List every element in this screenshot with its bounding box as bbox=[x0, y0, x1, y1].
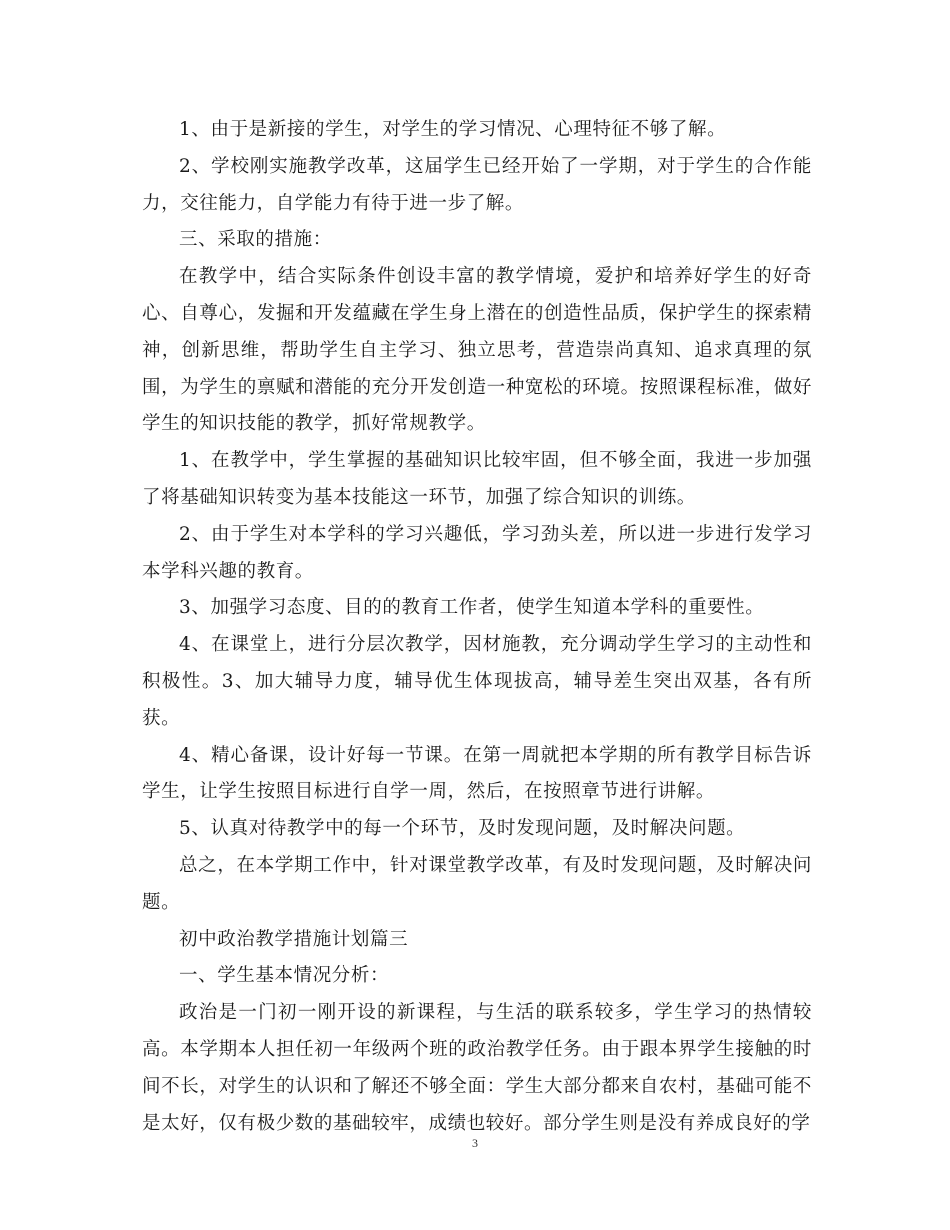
paragraph-student-analysis: 政治是一门初一刚开设的新课程，与生活的联系较多，学生学习的热情较高。本学期本人担任初一年级两个班的政治教学任务。由于跟本界学生接触的时间不长，对学生的认识和了解还不够全面：学生大部分都来自农村，基础可能不是太好，仅有极少数的基础较牢，成绩也较好。部分学生则是没有养成良好的学 bbox=[142, 1002, 812, 1134]
paragraph-problem-2: 2、学校刚实施教学改革，这届学生已经开始了一学期，对于学生的合作能力，交往能力，自学能力有待于进一步了解。 bbox=[142, 155, 812, 214]
paragraph-measure-2: 2、由于学生对本学科的学习兴趣低，学习劲头差，所以进一步进行发学习本学科兴趣的教育。 bbox=[142, 523, 812, 582]
paragraph-measure-5: 5、认真对待教学中的每一个环节，及时发现问题，及时解决问题。 bbox=[179, 818, 746, 840]
paragraph-measure-4a: 4、在课堂上，进行分层次教学，因材施教，充分调动学生学习的主动性和积极性。3、加大辅导力度，辅导优生体现拔高，辅导差生突出双基，各有所获。 bbox=[142, 634, 812, 729]
paragraph-summary: 总之，在本学期工作中，针对课堂教学改革，有及时发现问题，及时解决问题。 bbox=[142, 854, 812, 913]
paragraph-problem-1: 1、由于是新接的学生，对学生的学习情况、心理特征不够了解。 bbox=[179, 119, 727, 140]
heading-measures: 三、采取的措施： bbox=[179, 229, 332, 251]
section-title-part-three: 初中政治教学措施计划篇三 bbox=[179, 928, 409, 950]
paragraph-measure-1: 1、在教学中，学生掌握的基础知识比较牢固，但不够全面，我进一步加强了将基础知识转变为基本技能这一环节，加强了综合知识的训练。 bbox=[142, 450, 812, 508]
paragraph-measure-4b: 4、精心备课，设计好每一节课。在第一周就把本学期的所有教学目标告诉学生，让学生按照目标进行自学一周，然后，在按照章节进行讲解。 bbox=[142, 744, 812, 803]
paragraph-measures-intro: 在教学中，结合实际条件创设丰富的教学情境，爱护和培养好学生的好奇心、自尊心，发掘和开发蕴藏在学生身上潜在的创造性品质，保护学生的探索精神，创新思维，帮助学生自主学习、独立思考，营造崇尚真知、追求真理的氛围，为学生的禀赋和潜能的充分开发创造一种宽松的环境。按照课程标准，做好学生的知识技能的教学，抓好常规教学。 bbox=[142, 266, 812, 435]
document-body bbox=[142, 112, 812, 1142]
heading-student-analysis: 一、学生基本情况分析： bbox=[179, 965, 390, 987]
paragraph-measure-3: 3、加强学习态度、目的的教育工作者，使学生知道本学科的重要性。 bbox=[179, 597, 765, 619]
page-number: 3 bbox=[472, 1136, 478, 1150]
